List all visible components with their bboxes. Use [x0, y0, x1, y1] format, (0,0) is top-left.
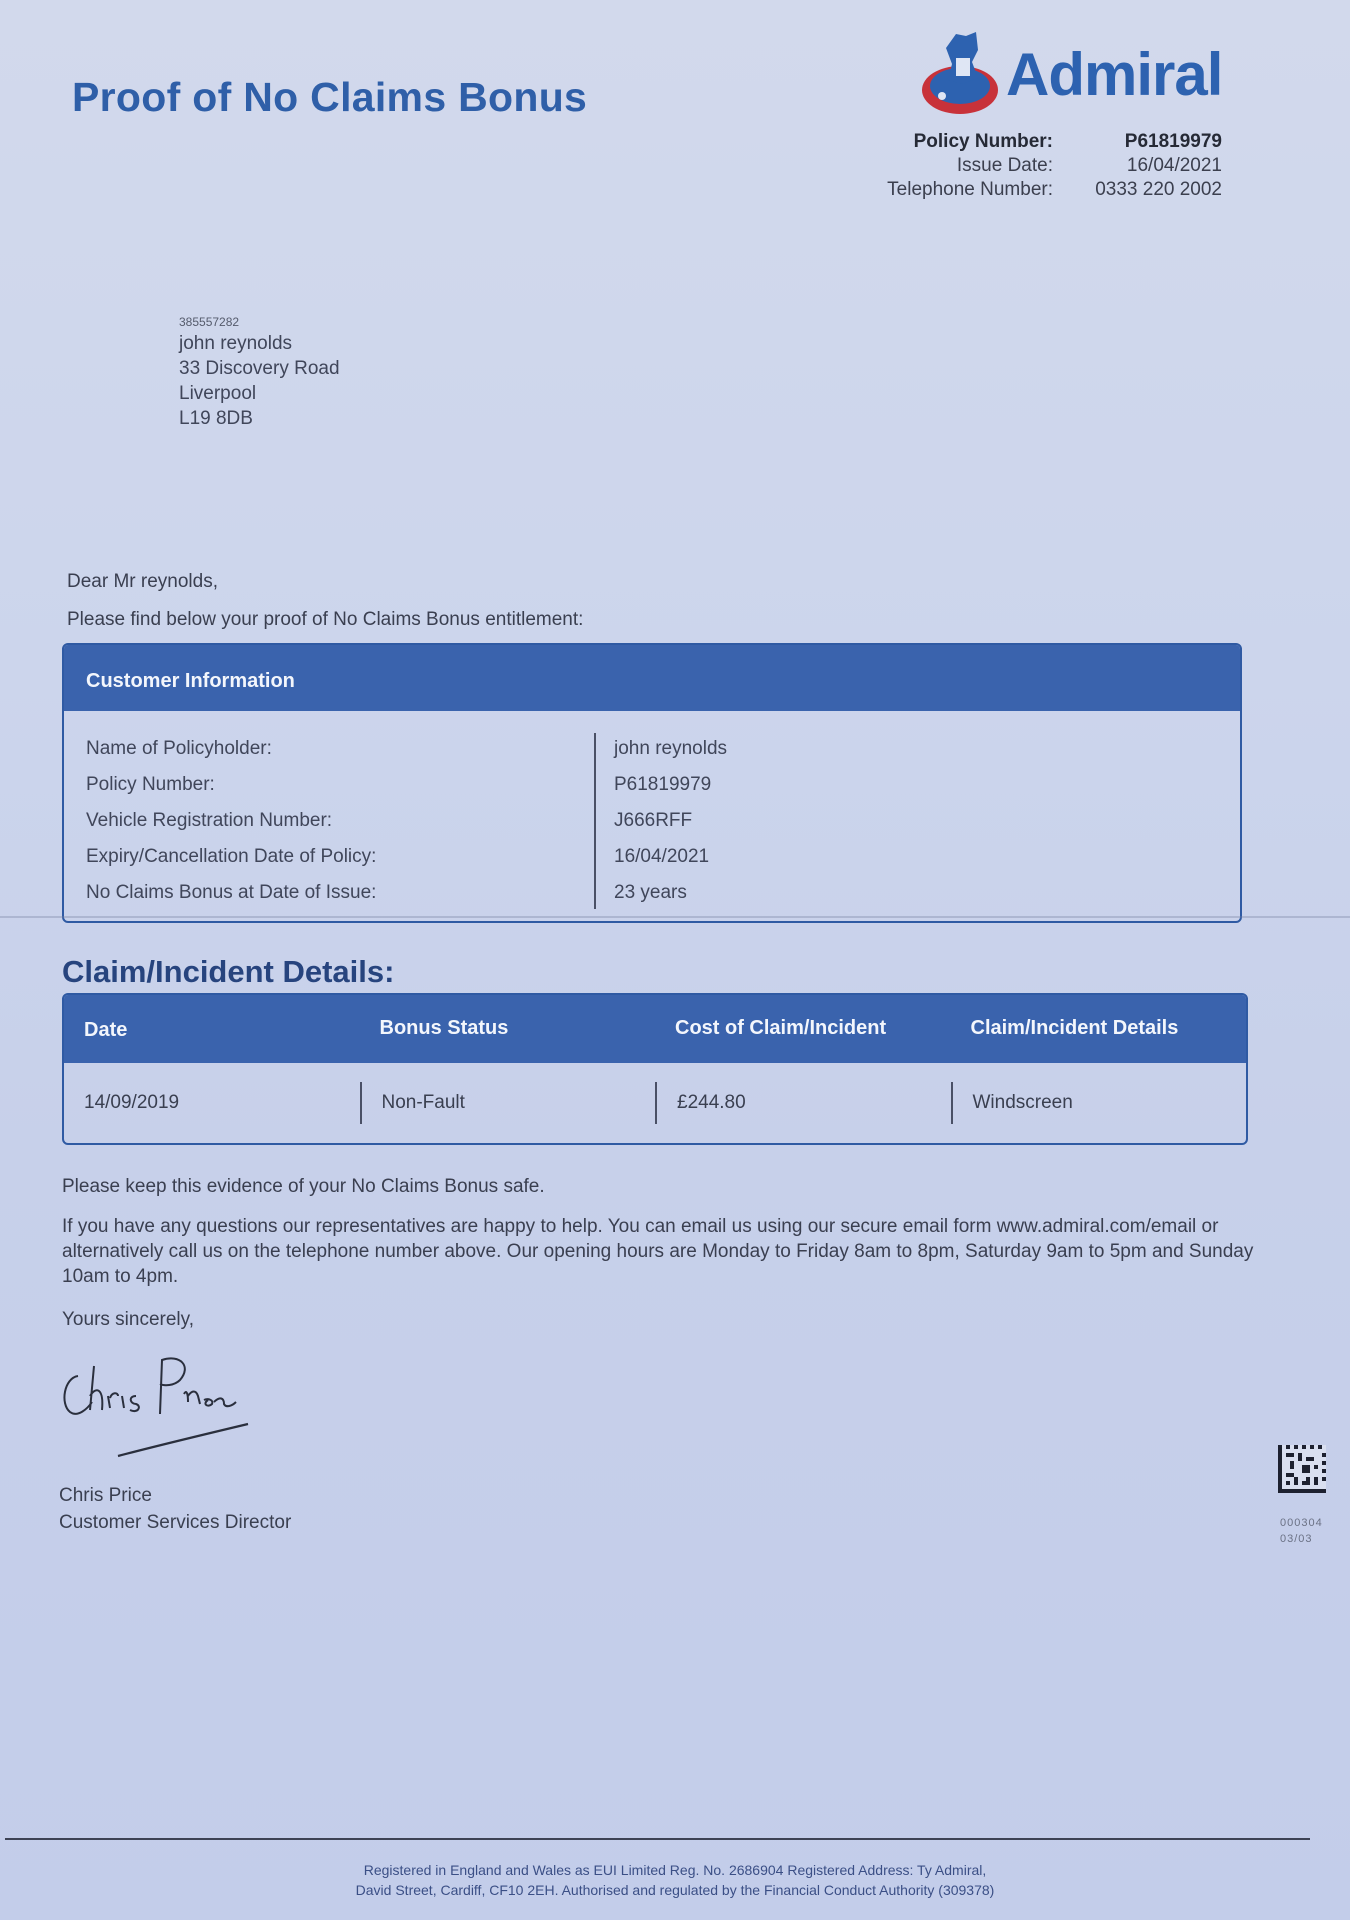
- address-name: john reynolds: [179, 333, 293, 354]
- policy-meta: [860, 130, 1222, 202]
- column-header-date: Date: [84, 1019, 128, 1041]
- keep-safe-text: Please keep this evidence of your No Claims Bonus safe.: [62, 1176, 545, 1197]
- issue-date-label: Issue Date:: [956, 155, 1053, 176]
- footer-line1: Registered in England and Wales as EUI Limited Reg. No. 2686904 Registered Address: Ty Admiral,: [363, 1862, 987, 1878]
- footer-line2: David Street, Cardiff, CF10 2EH. Authorised and regulated by the Financial Conduct Authority (309378): [355, 1882, 995, 1898]
- issue-date-row: [860, 154, 1222, 178]
- info-label: Policy Number:: [86, 774, 215, 795]
- telephone-value: 0333 220 2002: [1095, 179, 1222, 200]
- policy-number-row: [860, 130, 1222, 154]
- telephone-label: Telephone Number:: [887, 179, 1053, 200]
- info-row: [64, 803, 1240, 839]
- document-code: [1280, 1515, 1323, 1547]
- recipient-address: [179, 315, 340, 431]
- handwritten-signature: [56, 1346, 256, 1466]
- signer-block: [59, 1482, 291, 1536]
- column-header-details: Claim/Incident Details: [970, 1017, 1179, 1039]
- info-row: [64, 839, 1240, 875]
- issue-date-value: 16/04/2021: [1126, 155, 1222, 176]
- telephone-row: [860, 178, 1222, 202]
- info-value: john reynolds: [614, 738, 728, 759]
- info-label: Expiry/Cancellation Date of Policy:: [86, 846, 377, 867]
- claims-table: [62, 993, 1248, 1145]
- claims-title: Claim/Incident Details:: [62, 954, 395, 989]
- footer-divider: [5, 1838, 1310, 1840]
- greeting: Dear Mr reynolds,: [67, 571, 218, 592]
- signer-role: Customer Services Director: [59, 1512, 292, 1533]
- info-row: [64, 767, 1240, 803]
- column-header-cost: Cost of Claim/Incident: [675, 1017, 887, 1039]
- admiral-wordmark: Admiral: [1006, 41, 1223, 108]
- claim-cost: £244.80: [655, 1082, 951, 1124]
- info-label: Name of Policyholder:: [86, 738, 272, 759]
- info-label: Vehicle Registration Number:: [86, 810, 333, 831]
- datamatrix-code: [1278, 1445, 1326, 1493]
- admiral-mascot-icon: [918, 28, 1004, 118]
- signer-name: Chris Price: [59, 1485, 152, 1506]
- policy-number-value: P61819979: [1124, 131, 1222, 152]
- address-city: Liverpool: [179, 383, 257, 404]
- info-value: J666RFF: [614, 810, 693, 831]
- document-code-line2: 03/03: [1280, 1533, 1313, 1545]
- policy-number-label: Policy Number:: [913, 131, 1053, 152]
- claim-bonus-status: Non-Fault: [360, 1082, 656, 1124]
- info-value: 23 years: [614, 882, 687, 903]
- claims-table-header: [64, 995, 1246, 1063]
- info-row: [64, 731, 1240, 767]
- customer-information-header: Customer Information: [64, 645, 1240, 711]
- footer-legal-text: [0, 1860, 1350, 1900]
- address-line1: 33 Discovery Road: [179, 358, 340, 379]
- customer-information-grid: [64, 711, 1240, 911]
- info-divider: [594, 733, 596, 909]
- info-row: [64, 875, 1240, 911]
- admiral-logo: [918, 28, 1223, 118]
- table-row: [64, 1063, 1246, 1143]
- claim-details: Windscreen: [951, 1082, 1247, 1124]
- column-header-bonus-status: Bonus Status: [379, 1017, 509, 1039]
- info-label: No Claims Bonus at Date of Issue:: [86, 882, 377, 903]
- customer-information-panel: [62, 643, 1242, 923]
- address-reference: 385557282: [179, 315, 240, 329]
- claim-date: 14/09/2019: [84, 1092, 180, 1113]
- info-value: 16/04/2021: [614, 846, 710, 867]
- questions-text: If you have any questions our representatives are happy to help. You can email us using our secure email form www.admiral.com/email or alternatively call us on the telephone number above. Our opening hours are Monday to Friday 8am to 8pm, Saturday 9am to 5pm and Sunday 10am to 4pm.: [62, 1216, 1254, 1287]
- page-title: Proof of No Claims Bonus: [72, 74, 588, 120]
- paper-fold-line: [0, 916, 1350, 918]
- closing-text: Yours sincerely,: [62, 1309, 195, 1330]
- document-code-line1: 000304: [1280, 1517, 1323, 1529]
- address-postcode: L19 8DB: [179, 408, 253, 429]
- info-value: P61819979: [614, 774, 712, 795]
- intro-text: Please find below your proof of No Claims Bonus entitlement:: [67, 609, 584, 630]
